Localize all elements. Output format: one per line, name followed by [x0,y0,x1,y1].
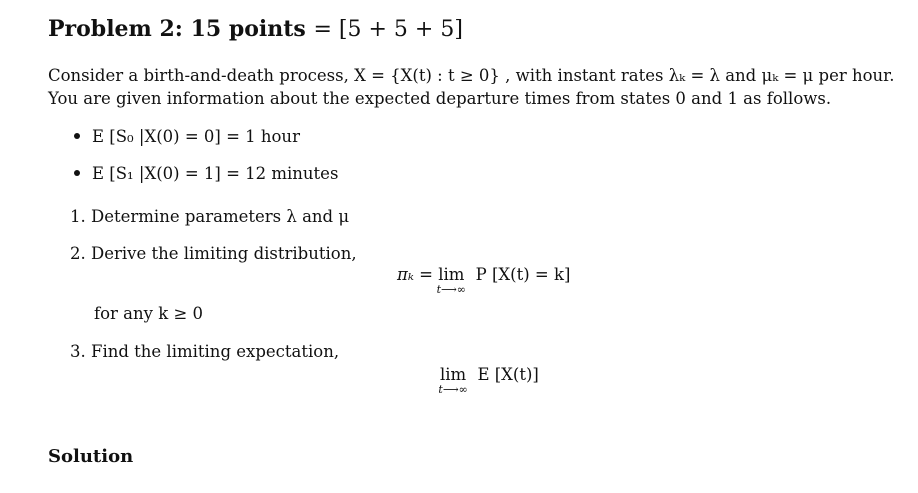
given-expr-1: E [S₁ |X(0) = 1] = 12 minutes [92,164,339,183]
lim-operator [438,365,468,396]
problem-title-bold: Problem 2: 15 points [48,16,306,42]
lim-text: lim [438,265,465,284]
task-item-3 [70,342,339,361]
task-number: 3. [70,342,86,361]
task-item-2 [70,244,357,263]
task-item-1 [70,207,349,226]
bullet-icon [74,133,80,139]
limiting-distribution-equation [397,265,571,296]
lim-operator [436,265,466,296]
given-item [74,164,338,183]
lim-subscript: t⟶∞ [436,283,466,296]
expectation-rhs: E [X(t)] [477,365,539,384]
task-text: Find the limiting expectation, [91,342,340,361]
probability-rhs: P [X(t) = k] [475,265,571,284]
lim-subscript: t⟶∞ [438,383,468,396]
bullet-icon [74,170,80,176]
lim-text: lim [440,365,467,384]
given-expr-0: E [S₀ |X(0) = 0] = 1 hour [92,127,300,146]
intro-line-1: Consider a birth-and-death process, X = {X(t) : t ≥ 0} , with instant rates λₖ = λ and μₖ = μ per hour. [48,66,895,85]
problem-points-breakdown: = [5 + 5 + 5] [313,17,463,42]
pi-k-lhs: πₖ = [397,265,433,284]
task-text: Derive the limiting distribution, [91,244,357,263]
task-text: Determine parameters λ and μ [91,207,350,226]
intro-line-2: You are given information about the expected departure times from states 0 and 1 as follows. [48,89,832,108]
limiting-expectation-equation [438,365,539,396]
given-item [74,127,300,146]
task-number: 2. [70,244,86,263]
for-any-k-note: for any k ≥ 0 [94,304,204,323]
solution-heading: Solution [48,446,134,467]
task-number: 1. [70,207,86,226]
problem-title [48,16,463,42]
